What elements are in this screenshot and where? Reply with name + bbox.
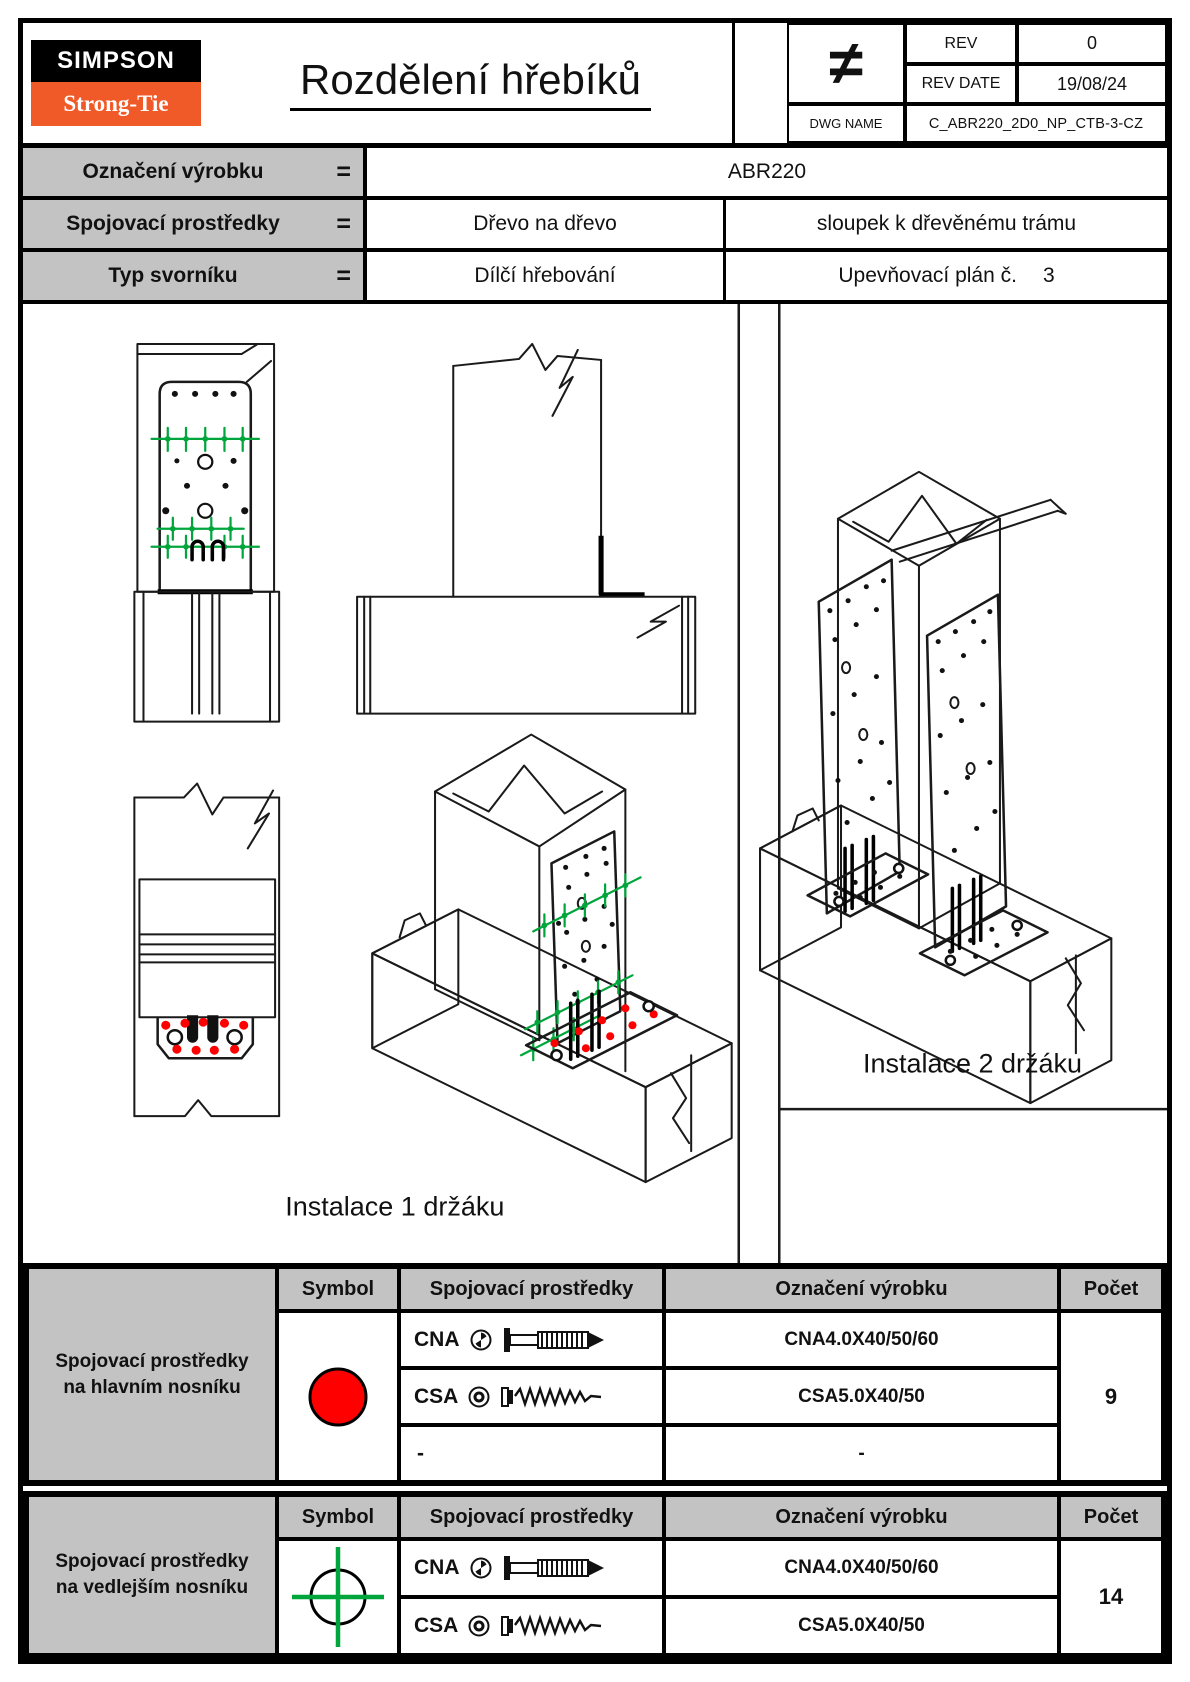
equals-sign: = bbox=[336, 157, 351, 186]
equals-sign: = bbox=[336, 261, 351, 290]
product-label-cell: Označení výrobku = bbox=[23, 148, 367, 196]
table1-row-csa bbox=[399, 1368, 664, 1425]
table2-header-symbol: Symbol bbox=[277, 1495, 399, 1539]
table2-row-label: Spojovací prostředky na vedlejším nosníku bbox=[27, 1495, 277, 1655]
csa-code: CSA bbox=[414, 1614, 459, 1637]
product-value: ABR220 bbox=[727, 160, 807, 183]
main-beam-symbol-red-circle bbox=[277, 1311, 399, 1482]
fixing-plan-label: Upevňovací plán č. bbox=[838, 264, 1017, 287]
equals-sign: = bbox=[336, 209, 351, 238]
table1-count: 9 bbox=[1059, 1311, 1163, 1482]
table2-header-fasteners: Spojovací prostředky bbox=[399, 1495, 664, 1539]
fastener-table-main-beam bbox=[23, 1263, 1167, 1486]
table2-row-csa bbox=[399, 1597, 664, 1655]
connection-type-value: sloupek k dřevěnému trámu bbox=[816, 212, 1077, 235]
csa-head-icon bbox=[467, 1614, 491, 1638]
revision-block bbox=[732, 23, 1167, 143]
rev-date-label: REV DATE bbox=[905, 64, 1017, 104]
csa-code: CSA bbox=[414, 1384, 459, 1408]
cna-head-icon bbox=[469, 1328, 493, 1352]
red-circle-icon bbox=[305, 1364, 371, 1430]
fastening-type-value: Dřevo na dřevo bbox=[367, 200, 726, 248]
cna-product: CNA4.0X40/50/60 bbox=[664, 1311, 1059, 1368]
table1-row-dash bbox=[399, 1425, 664, 1482]
green-crosshair-icon bbox=[282, 1541, 394, 1653]
info-row-bolt-type bbox=[23, 252, 1167, 304]
table1-row-cna bbox=[399, 1311, 664, 1368]
section-dividers bbox=[739, 304, 1167, 1263]
dwg-name-value: C_ABR220_2D0_NP_CTB-3-CZ bbox=[905, 104, 1167, 143]
sheet-title bbox=[209, 23, 732, 143]
table2-row-cna bbox=[399, 1539, 664, 1597]
sheet-frame bbox=[18, 18, 1172, 1664]
table1-header-product: Označení výrobku bbox=[664, 1267, 1059, 1311]
table2-header-count: Počet bbox=[1059, 1495, 1163, 1539]
secondary-beam-symbol-crosshair bbox=[277, 1539, 399, 1655]
dash-code: - bbox=[417, 1441, 424, 1465]
table1-header-count: Počet bbox=[1059, 1267, 1163, 1311]
fastener-table-secondary-beam bbox=[23, 1491, 1167, 1659]
front-view-secondary-member bbox=[134, 344, 279, 722]
not-equal-icon: ≠ bbox=[787, 23, 905, 104]
rev-label: REV bbox=[905, 23, 1017, 64]
cna-code: CNA bbox=[414, 1556, 460, 1579]
csa-product: CSA5.0X40/50 bbox=[664, 1368, 1059, 1425]
product-info-table bbox=[23, 148, 1167, 304]
cna-nail-icon bbox=[502, 1325, 614, 1355]
bolt-type-label-cell: Typ svorníku = bbox=[23, 252, 367, 300]
rev-value: 0 bbox=[1017, 23, 1167, 64]
side-view-post-on-beam bbox=[357, 344, 695, 714]
rev-date-value: 19/08/24 bbox=[1017, 64, 1167, 104]
table1-header-fasteners: Spojovací prostředky bbox=[399, 1267, 664, 1311]
fixing-plan-cell bbox=[726, 252, 1167, 300]
installation-2-label: Instalace 2 držáku bbox=[862, 1048, 1083, 1079]
technical-drawings bbox=[23, 304, 1167, 1263]
info-row-fasteners bbox=[23, 200, 1167, 252]
cna-code: CNA bbox=[414, 1327, 460, 1351]
cna-head-icon bbox=[469, 1556, 493, 1580]
front-view-main-beam bbox=[134, 784, 279, 1117]
dwg-name-label: DWG NAME bbox=[787, 104, 905, 143]
csa-head-icon bbox=[467, 1385, 491, 1409]
logo-simpson: SIMPSON bbox=[31, 40, 201, 82]
drawing-area bbox=[23, 304, 1167, 1263]
iso-view-installation-1 bbox=[372, 735, 731, 1183]
installation-1-label: Instalace 1 držáku bbox=[285, 1191, 505, 1222]
csa-screw-icon bbox=[500, 1382, 612, 1412]
iso-view-installation-2 bbox=[760, 472, 1111, 1103]
dash-product: - bbox=[664, 1425, 1059, 1482]
table1-row-label: Spojovací prostředky na hlavním nosníku bbox=[27, 1267, 277, 1482]
csa-product: CSA5.0X40/50 bbox=[664, 1597, 1059, 1655]
page-title: Rozdělení hřebíků bbox=[290, 56, 651, 111]
table2-header-product: Označení výrobku bbox=[664, 1495, 1059, 1539]
table2-count: 14 bbox=[1059, 1539, 1163, 1655]
info-row-product bbox=[23, 148, 1167, 200]
logo-strongtie: Strong-Tie ® bbox=[31, 82, 201, 126]
fixing-plan-number: 3 bbox=[1042, 264, 1055, 287]
registered-mark: ® bbox=[193, 118, 200, 128]
nailing-type-value: Dílčí hřebování bbox=[367, 252, 726, 300]
cna-nail-icon bbox=[502, 1553, 614, 1583]
simpson-strongtie-logo bbox=[23, 23, 209, 143]
title-block bbox=[23, 23, 1167, 148]
csa-screw-icon bbox=[500, 1611, 612, 1641]
fasteners-label-cell: Spojovací prostředky = bbox=[23, 200, 367, 248]
table1-header-symbol: Symbol bbox=[277, 1267, 399, 1311]
cna-product: CNA4.0X40/50/60 bbox=[664, 1539, 1059, 1597]
